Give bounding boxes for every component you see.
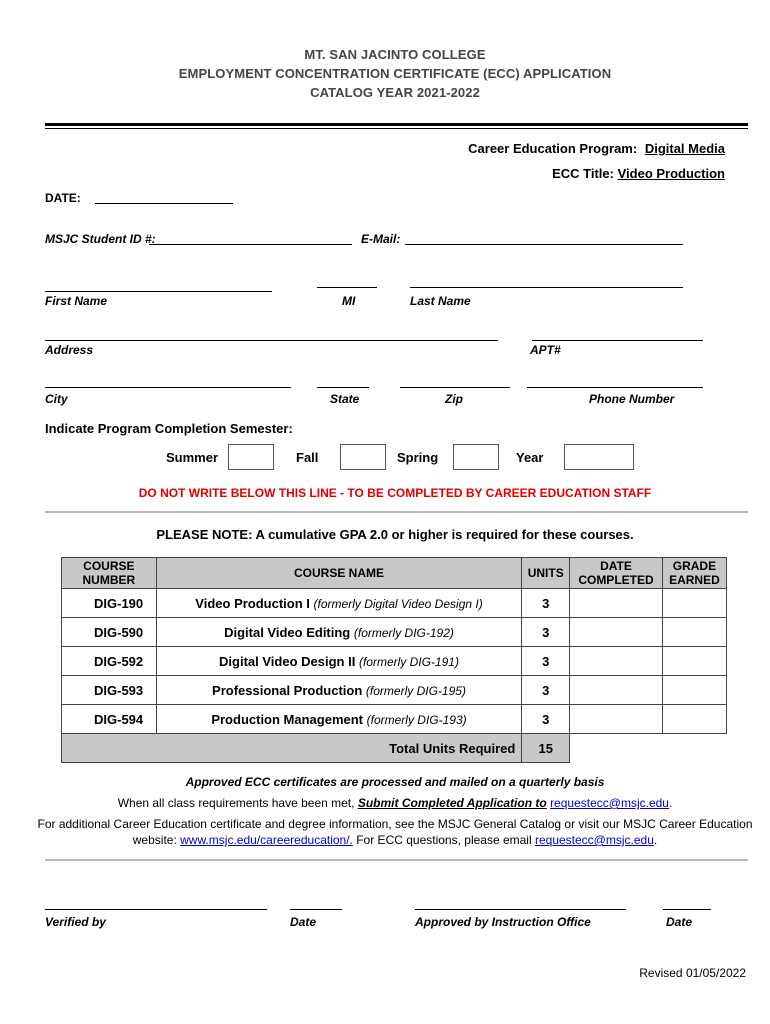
phone-label: Phone Number [589,392,675,406]
summer-checkbox[interactable] [228,444,274,470]
date2-label: Date [666,915,693,929]
spring-checkbox[interactable] [453,444,499,470]
date-label: DATE: [45,191,81,205]
staff-warning: DO NOT WRITE BELOW THIS LINE - TO BE COMPLETED BY CAREER EDUCATION STAFF [138,486,652,500]
course-units: 3 [522,705,570,734]
student-id-field[interactable] [149,244,352,245]
address-label: Address [45,343,94,357]
course-number: DIG-190 [62,589,157,618]
email-label: E-Mail: [361,232,401,246]
grade-earned-cell[interactable] [662,647,726,676]
grade-earned-cell[interactable] [662,589,726,618]
header-grade-earned: GRADE EARNED [662,558,726,589]
grade-earned-cell[interactable] [662,705,726,734]
submit-note-bold: Submit Completed Application to [357,796,547,810]
state-field[interactable] [317,387,369,388]
header-units: UNITS [522,558,570,589]
course-number: DIG-590 [62,618,157,647]
course-number: DIG-593 [62,676,157,705]
course-number: DIG-594 [62,705,157,734]
total-row [62,734,727,763]
date-completed-cell[interactable] [570,676,663,705]
first-name-field[interactable] [45,291,272,292]
city-label: City [45,392,68,406]
header-course-number: COURSE NUMBER [62,558,157,589]
website-mid: For ECC questions, please email [352,833,532,847]
notes-divider [45,859,748,861]
ecc-email-link[interactable]: requestecc@msjc.edu [534,833,654,847]
ecc-title-value: Video Production [617,166,725,181]
year-label: Year [516,450,544,465]
additional-info-line2: website: www.msjc.edu/careereducation/. For ECC questions, please email requestecc@msjc.edu. [132,833,658,847]
date2-field[interactable] [663,909,711,910]
grade-earned-cell[interactable] [662,676,726,705]
year-field[interactable] [564,444,634,470]
approved-by-label: Approved by Instruction Office [415,915,591,929]
summer-label: Summer [166,450,219,465]
course-name: Digital Video Design II (formerly DIG-191) [156,647,522,676]
date1-label: Date [290,915,317,929]
first-name-label: First Name [45,294,108,308]
ecc-title-line [552,166,725,181]
college-name: MT. SAN JACINTO COLLEGE [304,47,486,62]
header-divider-thin [45,128,748,129]
fall-label: Fall [296,450,319,465]
career-education-link[interactable]: www.msjc.edu/careereducation/. [180,833,353,847]
apt-label: APT# [530,343,561,357]
course-name: Video Production I (formerly Digital Video Design I) [156,589,522,618]
last-name-label: Last Name [410,294,471,308]
header-date-completed: DATE COMPLETED [570,558,663,589]
catalog-year: CATALOG YEAR 2021-2022 [310,85,480,100]
course-units: 3 [522,676,570,705]
date-completed-cell[interactable] [570,589,663,618]
header-course-name: COURSE NAME [156,558,522,589]
course-name: Professional Production (formerly DIG-195) [156,676,522,705]
student-id-label: MSJC Student ID #: [45,232,156,246]
phone-field[interactable] [527,387,703,388]
course-units: 3 [522,618,570,647]
table-row [62,705,727,734]
address-field[interactable] [45,340,498,341]
grade-earned-cell[interactable] [662,618,726,647]
header-divider-thick [45,123,748,126]
revised-date: Revised 01/05/2022 [639,966,746,980]
submit-email-link[interactable]: requestecc@msjc.edu [550,796,669,810]
course-units: 3 [522,589,570,618]
total-units-label: Total Units Required [62,734,522,763]
apt-field[interactable] [532,340,703,341]
program-line [468,141,725,156]
semester-prompt: Indicate Program Completion Semester: [45,421,293,436]
website-pre: website: [132,833,177,847]
course-number: DIG-592 [62,647,157,676]
zip-field[interactable] [400,387,510,388]
course-name: Digital Video Editing (formerly DIG-192) [156,618,522,647]
mi-field[interactable] [317,287,377,288]
program-value: Digital Media [644,141,725,156]
mi-label: MI [342,294,356,308]
table-row [62,647,727,676]
total-row-blank [570,734,727,763]
submit-note-pre: When all class requirements have been met, [117,796,355,810]
date-completed-cell[interactable] [570,705,663,734]
table-header-row [62,558,727,589]
verified-by-label: Verified by [45,915,106,929]
additional-info-line1: For additional Career Education certificate and degree information, see the MSJC General Catalog or visit our MSJC Career Education [37,817,753,831]
last-name-field[interactable] [410,287,683,288]
table-row [62,676,727,705]
gpa-note: PLEASE NOTE: A cumulative GPA 2.0 or higher is required for these courses. [156,527,634,542]
city-field[interactable] [45,387,291,388]
ecc-title-label: ECC Title: [552,166,614,181]
date-completed-cell[interactable] [570,647,663,676]
total-units-value: 15 [522,734,570,763]
spring-label: Spring [397,450,439,465]
staff-divider [45,511,748,513]
email-field[interactable] [405,244,683,245]
date-completed-cell[interactable] [570,618,663,647]
course-name: Production Management (formerly DIG-193) [156,705,522,734]
date-field[interactable] [95,203,233,204]
zip-label: Zip [445,392,463,406]
table-row [62,618,727,647]
submit-note: When all class requirements have been met, Submit Completed Application to requestecc@msjc.edu. [117,796,673,810]
date1-field[interactable] [290,909,342,910]
verified-by-field[interactable] [45,909,267,910]
state-label: State [330,392,360,406]
course-table [61,557,727,763]
program-label: Career Education Program: [468,141,638,156]
table-row [62,589,727,618]
quarterly-note: Approved ECC certificates are processed and mailed on a quarterly basis [185,775,605,789]
application-title: EMPLOYMENT CONCENTRATION CERTIFICATE (ECC) APPLICATION [178,66,612,81]
course-units: 3 [522,647,570,676]
approved-by-field[interactable] [415,909,626,910]
fall-checkbox[interactable] [340,444,386,470]
